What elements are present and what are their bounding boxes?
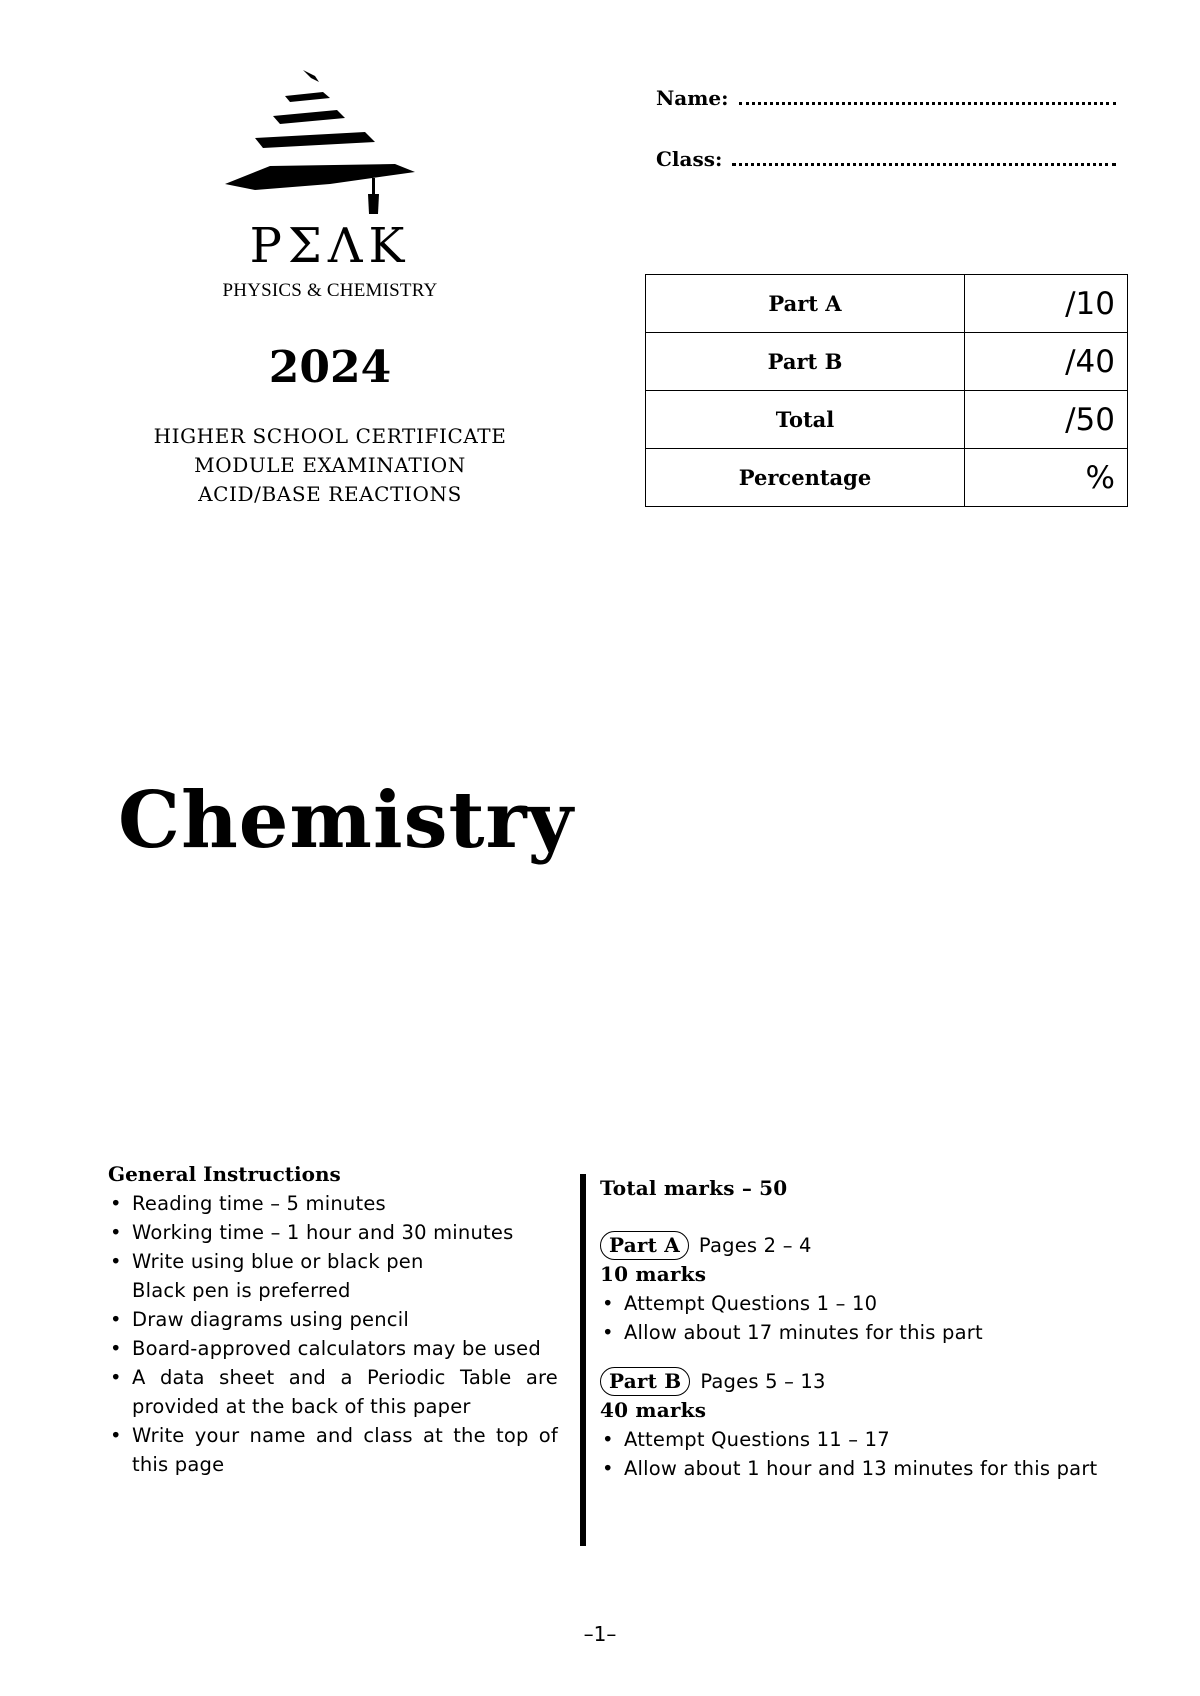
parts-summary (600, 1174, 1120, 1483)
list-item: • Working time – 1 hour and 30 minutes (108, 1218, 558, 1247)
list-item: • Write your name and class at the top of this page (108, 1421, 558, 1479)
class-label: Class: (656, 147, 723, 171)
exam-header (110, 422, 550, 509)
graduation-cap-stack-icon (215, 66, 445, 226)
list-item: • Board-approved calculators may be used (108, 1334, 558, 1363)
part-a-pill: Part A (600, 1231, 689, 1260)
header-line: MODULE EXAMINATION (194, 453, 466, 477)
table-row (646, 333, 1128, 391)
total-marks: Total marks – 50 (600, 1176, 788, 1200)
table-row (646, 391, 1128, 449)
list-item: • Allow about 1 hour and 13 minutes for this part (600, 1454, 1120, 1483)
class-dotted-line[interactable] (732, 149, 1116, 166)
part-b-list (600, 1425, 1120, 1483)
instructions-list (108, 1189, 558, 1479)
name-label: Name: (656, 86, 729, 110)
class-field[interactable] (656, 147, 1116, 171)
part-b-pages: Pages 5 – 13 (700, 1370, 826, 1393)
table-row (646, 449, 1128, 507)
part-a-header (600, 1231, 1120, 1260)
list-item: • Reading time – 5 minutes (108, 1189, 558, 1218)
list-item: • A data sheet and a Periodic Table are provided at the back of this paper (108, 1363, 558, 1421)
name-dotted-line[interactable] (739, 88, 1116, 105)
header-line: HIGHER SCHOOL CERTIFICATE (153, 424, 507, 448)
marks-label: Percentage (646, 449, 965, 507)
page-number: –1– (583, 1622, 617, 1646)
marks-label: Part B (646, 333, 965, 391)
list-item: • Attempt Questions 11 – 17 (600, 1425, 1120, 1454)
part-b-header (600, 1367, 1120, 1396)
logo-letters: PΣΛK (249, 218, 411, 274)
table-row (646, 275, 1128, 333)
marks-label: Part A (646, 275, 965, 333)
subject-title: Chemistry (118, 775, 574, 866)
part-a-marks: 10 marks (600, 1262, 707, 1286)
marks-value: /50 (965, 391, 1128, 449)
general-instructions (108, 1160, 558, 1479)
header-line: ACID/BASE REACTIONS (198, 482, 462, 506)
name-field[interactable] (656, 86, 1116, 110)
marks-value: % (965, 449, 1128, 507)
logo-subtitle: PHYSICS & CHEMISTRY (222, 280, 438, 301)
exam-year: 2024 (268, 342, 392, 393)
part-a-pages: Pages 2 – 4 (698, 1234, 812, 1257)
list-item: • Allow about 17 minutes for this part (600, 1318, 1120, 1347)
list-item: • Attempt Questions 1 – 10 (600, 1289, 1120, 1318)
part-b-marks: 40 marks (600, 1398, 707, 1422)
part-b-pill: Part B (600, 1367, 690, 1396)
instructions-heading: General Instructions (108, 1162, 341, 1186)
part-a-list (600, 1289, 1120, 1347)
vertical-divider (580, 1174, 586, 1546)
marks-label: Total (646, 391, 965, 449)
marks-table (645, 274, 1128, 507)
list-item: • Write using blue or black pen Black pen is preferred (108, 1247, 558, 1305)
marks-value: /10 (965, 275, 1128, 333)
peak-logo (215, 66, 445, 306)
list-item: • Draw diagrams using pencil (108, 1305, 558, 1334)
marks-value: /40 (965, 333, 1128, 391)
